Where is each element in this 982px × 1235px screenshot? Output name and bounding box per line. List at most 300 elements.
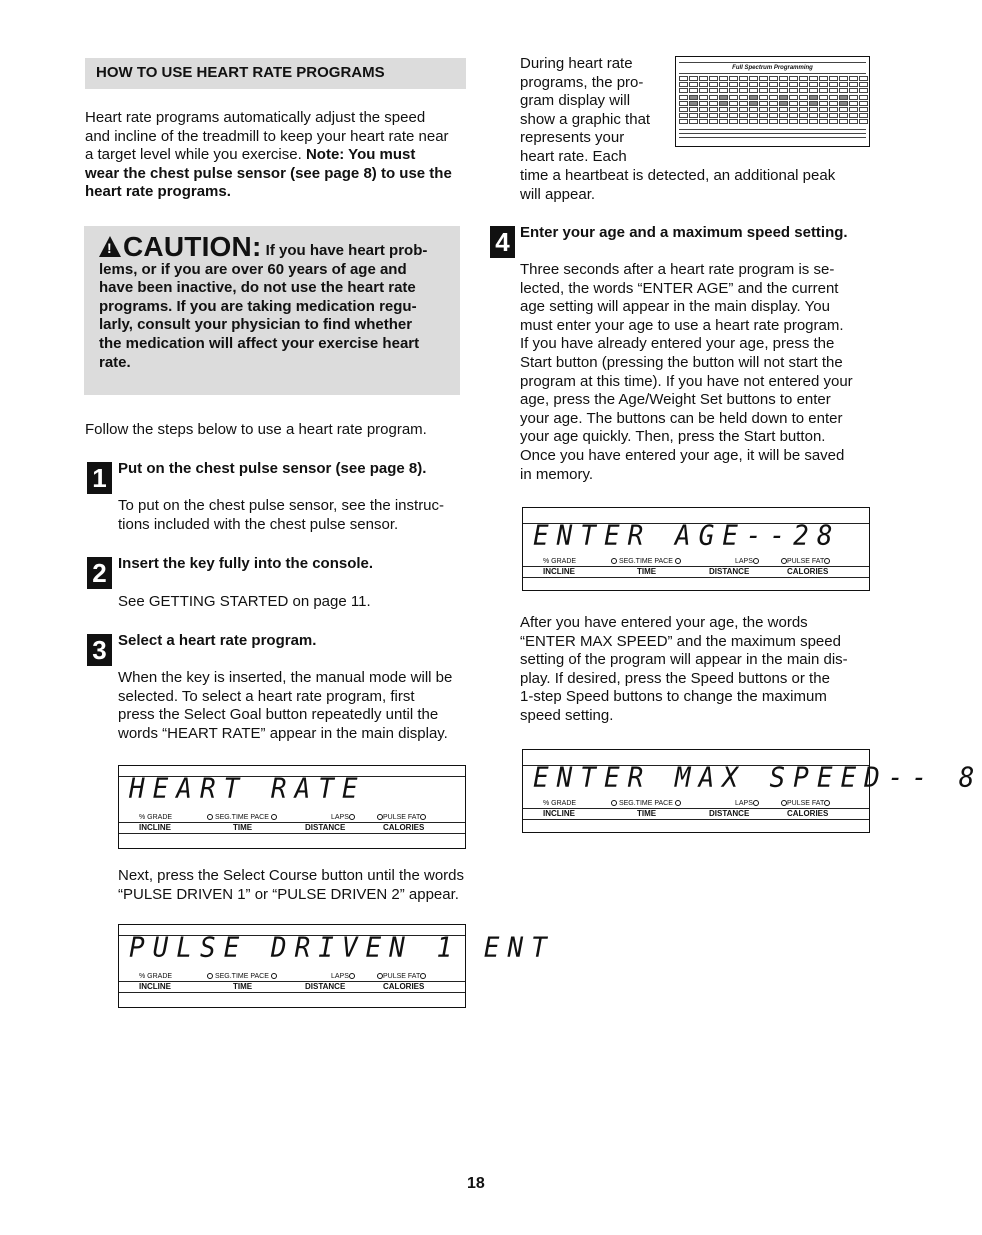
label-text: PULSE FAT (383, 973, 421, 980)
program-grid-cell (749, 95, 758, 100)
label-text: PULSE FAT (383, 814, 421, 821)
program-grid-row (679, 119, 866, 124)
program-grid-cell (699, 113, 708, 118)
step-body-line: 1-step Speed buttons to change the maximum (520, 688, 827, 706)
program-grid-cell (829, 101, 838, 106)
program-grid-cell (779, 95, 788, 100)
program-grid-cell (709, 88, 718, 93)
text-line: gram display will (520, 92, 631, 110)
step-3-after (118, 867, 464, 904)
indicator-icon (271, 814, 277, 820)
program-grid (676, 76, 869, 126)
program-grid-cell (699, 88, 708, 93)
program-grid-cell (719, 107, 728, 112)
label-seg-time-pace (207, 973, 277, 981)
program-grid-cell (689, 119, 698, 124)
label-pulse-fat (781, 558, 830, 566)
program-grid-cell (679, 101, 688, 106)
program-grid-cell (809, 76, 818, 81)
display-text: ENTER MAX SPEED-- 8 (533, 762, 982, 794)
text-line: represents your (520, 129, 625, 147)
label-text: SEG.TIME PACE (214, 973, 269, 980)
program-grid-cell (809, 95, 818, 100)
program-grid-cell (859, 107, 868, 112)
program-grid-cell (749, 113, 758, 118)
label-text: PULSE FAT (787, 800, 825, 807)
program-grid-cell (709, 113, 718, 118)
program-grid-cell (769, 82, 778, 87)
label-text: SEG.TIME PACE (618, 558, 673, 565)
program-grid-cell (689, 82, 698, 87)
program-grid-cell (789, 76, 798, 81)
step-body-line: press the Select Goal button repeatedly until the (118, 706, 439, 724)
step-body-line: Three seconds after a heart rate program is se- (520, 261, 835, 278)
indicator-icon (420, 814, 426, 820)
indicator-icon (753, 800, 759, 806)
text-line: will appear. (520, 185, 596, 203)
step-body-line: Once you have entered your age, it will be saved (520, 446, 845, 464)
program-grid-cell (759, 101, 768, 106)
program-grid-cell (759, 113, 768, 118)
program-grid-cell (719, 101, 728, 106)
indicator-icon (349, 973, 355, 979)
step-body-line: “PULSE DRIVEN 1” or “PULSE DRIVEN 2” appear. (118, 885, 459, 903)
program-grid-cell (719, 82, 728, 87)
step-heading-4: Enter your age and a maximum speed setting. (520, 224, 848, 241)
program-grid-cell (769, 107, 778, 112)
program-grid-cell (809, 113, 818, 118)
display-text: ENTER AGE--28 (533, 520, 841, 552)
step-number-2: 2 (87, 557, 112, 589)
label-seg-time-pace (611, 800, 681, 808)
label-incline: INCLINE (139, 982, 171, 991)
intro-line: wear the chest pulse sensor (see page 8) to use the (85, 164, 452, 182)
program-grid-row (679, 88, 866, 93)
program-grid-row (679, 76, 866, 81)
intro-line: and incline of the treadmill to keep your heart rate near (85, 127, 449, 145)
program-grid-cell (839, 88, 848, 93)
step-body-1 (118, 497, 444, 534)
program-grid-cell (799, 113, 808, 118)
step-body-line: your age quickly. Then, press the Start button. (520, 428, 826, 446)
program-grid-cell (769, 119, 778, 124)
text-line: heart rate. Each (520, 147, 627, 165)
label-distance: DISTANCE (305, 982, 346, 991)
step-body-line: age, press the Age/Weight Set buttons to enter (520, 391, 831, 409)
label-seg-time-pace (611, 558, 681, 566)
program-grid-cell (839, 101, 848, 106)
program-grid-cell (749, 119, 758, 124)
section-title: HOW TO USE HEART RATE PROGRAMS (85, 58, 466, 89)
label-calories: CALORIES (383, 982, 425, 991)
program-grid-cell (679, 76, 688, 81)
label-calories: CALORIES (787, 809, 829, 818)
display-text: HEART RATE (129, 773, 366, 805)
label-calories: CALORIES (787, 567, 829, 576)
label-time: TIME (233, 823, 253, 832)
step-body-line: Next, press the Select Course button until the words (118, 867, 465, 884)
step-body-line: must enter your age to use a heart rate program. (520, 316, 844, 334)
step-body-line: your age. The buttons can be held down to enter (520, 409, 843, 427)
program-grid-cell (709, 119, 718, 124)
program-grid-cell (719, 88, 728, 93)
label-incline: INCLINE (139, 823, 171, 832)
program-grid-cell (739, 88, 748, 93)
label-grade: % GRADE (139, 973, 173, 980)
step-4-after (520, 614, 848, 726)
caution-line (99, 231, 444, 262)
program-grid-cell (859, 101, 868, 106)
program-grid-cell (679, 88, 688, 93)
program-grid-cell (819, 119, 828, 124)
step-body-line: To put on the chest pulse sensor, see the instruc- (118, 497, 445, 514)
program-grid-cell (839, 82, 848, 87)
program-grid-cell (679, 82, 688, 87)
program-grid-cell (819, 113, 828, 118)
indicator-icon (675, 558, 681, 564)
step-heading-1: Put on the chest pulse sensor (see page 8). (118, 460, 427, 477)
caution-line: have been inactive, do not use the heart rate (99, 279, 416, 297)
program-grid-row (679, 82, 866, 87)
label-distance: DISTANCE (305, 823, 346, 832)
label-text: LAPS (331, 814, 349, 821)
program-grid-cell (859, 82, 868, 87)
label-laps (331, 973, 355, 981)
label-pulse-fat (377, 973, 426, 981)
program-grid-cell (719, 113, 728, 118)
indicator-icon (207, 814, 213, 820)
program-grid-cell (829, 119, 838, 124)
step-body-line: Start button (pressing the button will not start the (520, 353, 843, 371)
program-grid-cell (859, 119, 868, 124)
program-grid-cell (839, 95, 848, 100)
program-grid-cell (829, 76, 838, 81)
program-grid-cell (849, 119, 858, 124)
step-body-line: After you have entered your age, the words (520, 614, 808, 631)
step-body-line: “ENTER MAX SPEED” and the maximum speed (520, 632, 841, 650)
step-body-line: words “HEART RATE” appear in the main display. (118, 724, 448, 742)
follow-text: Follow the steps below to use a heart rate program. (85, 421, 427, 438)
program-grid-cell (819, 76, 828, 81)
program-grid-cell (799, 88, 808, 93)
step-body-line: When the key is inserted, the manual mode will be (118, 669, 453, 686)
program-grid-cell (679, 95, 688, 100)
indicator-icon (207, 973, 213, 979)
step-body-line: in memory. (520, 465, 594, 483)
program-grid-cell (799, 82, 808, 87)
program-grid-cell (699, 101, 708, 106)
program-grid-cell (699, 95, 708, 100)
program-grid-cell (829, 88, 838, 93)
program-grid-row (679, 107, 866, 112)
step-body-4 (520, 261, 853, 484)
caution-line: programs. If you are taking medication regu- (99, 297, 417, 315)
program-grid-cell (729, 76, 738, 81)
console-display-enter-age (522, 507, 870, 591)
text-line: During heart rate (520, 55, 633, 72)
indicator-icon (271, 973, 277, 979)
step-number-3: 3 (87, 634, 112, 666)
label-grade: % GRADE (543, 800, 577, 807)
program-grid-cell (759, 107, 768, 112)
program-grid-cell (699, 82, 708, 87)
program-grid-cell (849, 101, 858, 106)
label-text: LAPS (331, 973, 349, 980)
program-grid-cell (819, 82, 828, 87)
program-grid-cell (729, 119, 738, 124)
program-grid-cell (809, 88, 818, 93)
program-grid-cell (789, 119, 798, 124)
program-grid-cell (719, 76, 728, 81)
program-grid-cell (819, 95, 828, 100)
step-body-line: age setting will appear in the main display. You (520, 298, 830, 316)
program-grid-cell (819, 101, 828, 106)
program-grid-cell (739, 101, 748, 106)
program-display-graphic (675, 56, 870, 147)
program-grid-cell (689, 95, 698, 100)
console-display-pulse-driven (118, 924, 555, 1008)
label-laps (331, 814, 355, 822)
intro-note-bold: Note: You must (305, 146, 416, 164)
program-grid-cell (709, 76, 718, 81)
indicator-icon (611, 558, 617, 564)
program-grid-row (679, 95, 866, 100)
heartbeat-text-wide (520, 167, 835, 204)
program-grid-cell (769, 113, 778, 118)
program-grid-cell (799, 119, 808, 124)
program-grid-cell (829, 95, 838, 100)
caution-text: If you have heart prob- (265, 242, 428, 259)
program-grid-cell (809, 101, 818, 106)
program-grid-cell (819, 107, 828, 112)
program-grid-cell (679, 107, 688, 112)
label-pulse-fat (781, 800, 830, 808)
program-grid-cell (729, 101, 738, 106)
warning-icon (99, 236, 121, 257)
program-grid-cell (699, 107, 708, 112)
step-heading-2: Insert the key fully into the console. (118, 555, 374, 572)
program-grid-cell (779, 119, 788, 124)
program-grid-cell (689, 88, 698, 93)
program-grid-cell (709, 95, 718, 100)
program-grid-cell (759, 119, 768, 124)
program-grid-cell (769, 76, 778, 81)
program-grid-cell (739, 95, 748, 100)
caution-line: lems, or if you are over 60 years of age and (99, 260, 407, 278)
caution-title: CAUTION: (123, 231, 262, 262)
program-grid-cell (779, 113, 788, 118)
program-grid-cell (809, 82, 818, 87)
program-grid-cell (769, 88, 778, 93)
label-text: SEG.TIME PACE (214, 814, 269, 821)
program-grid-cell (859, 88, 868, 93)
text-line: programs, the pro- (520, 73, 644, 91)
program-grid-cell (779, 82, 788, 87)
program-grid-cell (789, 82, 798, 87)
program-grid-cell (749, 101, 758, 106)
program-grid-cell (849, 88, 858, 93)
program-grid-cell (859, 95, 868, 100)
program-grid-cell (769, 95, 778, 100)
label-distance: DISTANCE (709, 809, 750, 818)
indicator-icon (349, 814, 355, 820)
program-grid-cell (729, 82, 738, 87)
step-body-line: play. If desired, press the Speed buttons or the (520, 669, 830, 687)
step-body-line: setting of the program will appear in the main dis- (520, 651, 848, 669)
program-grid-cell (689, 76, 698, 81)
program-grid-cell (789, 101, 798, 106)
heartbeat-text-narrow (520, 55, 650, 167)
program-grid-cell (729, 88, 738, 93)
indicator-icon (824, 800, 830, 806)
program-grid-cell (709, 107, 718, 112)
program-grid-cell (839, 76, 848, 81)
program-grid-cell (739, 76, 748, 81)
program-grid-cell (789, 95, 798, 100)
program-grid-cell (849, 113, 858, 118)
program-grid-cell (679, 119, 688, 124)
caution-line: rate. (99, 353, 131, 371)
program-grid-cell (749, 107, 758, 112)
program-grid-cell (839, 113, 848, 118)
program-grid-cell (829, 107, 838, 112)
program-grid-cell (729, 113, 738, 118)
program-grid-row (679, 113, 866, 118)
program-grid-cell (729, 95, 738, 100)
program-grid-cell (749, 82, 758, 87)
program-grid-cell (849, 76, 858, 81)
program-grid-cell (759, 95, 768, 100)
program-grid-cell (859, 113, 868, 118)
label-time: TIME (637, 567, 657, 576)
program-grid-cell (699, 119, 708, 124)
program-grid-cell (689, 113, 698, 118)
caution-line: the medication will affect your exercise heart (99, 334, 420, 352)
label-pulse-fat (377, 814, 426, 822)
program-grid-cell (789, 107, 798, 112)
step-number-4: 4 (490, 226, 515, 258)
program-grid-cell (739, 119, 748, 124)
program-grid-cell (779, 76, 788, 81)
program-grid-cell (799, 76, 808, 81)
program-grid-cell (689, 101, 698, 106)
program-grid-cell (789, 88, 798, 93)
label-calories: CALORIES (383, 823, 425, 832)
step-body-line: lected, the words “ENTER AGE” and the current (520, 279, 839, 297)
label-laps (735, 800, 759, 808)
intro-line: Heart rate programs automatically adjust the speed (85, 109, 426, 126)
text-line: show a graphic that (520, 110, 651, 128)
step-body-line: program at this time). If you have not entered your (520, 372, 853, 390)
program-grid-cell (839, 119, 848, 124)
program-display-label: Full Spectrum Programming (732, 65, 813, 71)
intro-line: heart rate programs. (85, 183, 231, 201)
program-grid-cell (739, 113, 748, 118)
caution-line: larly, consult your physician to find whether (99, 316, 413, 334)
indicator-icon (611, 800, 617, 806)
label-text: PULSE FAT (787, 558, 825, 565)
program-grid-cell (749, 76, 758, 81)
program-grid-cell (779, 101, 788, 106)
program-grid-cell (709, 101, 718, 106)
label-laps (735, 558, 759, 566)
program-grid-cell (739, 107, 748, 112)
intro-paragraph (85, 109, 470, 202)
label-text: SEG.TIME PACE (618, 800, 673, 807)
step-body-line: speed setting. (520, 706, 614, 724)
program-grid-cell (699, 76, 708, 81)
intro-line-plain: a target level while you exercise. (85, 146, 306, 164)
console-display-heart-rate (118, 765, 466, 849)
console-display-enter-max-speed (522, 749, 982, 833)
program-grid-cell (689, 107, 698, 112)
program-grid-cell (679, 113, 688, 118)
program-grid-cell (799, 95, 808, 100)
program-grid-cell (779, 88, 788, 93)
program-grid-cell (829, 82, 838, 87)
program-grid-cell (799, 107, 808, 112)
program-grid-cell (719, 95, 728, 100)
label-distance: DISTANCE (709, 567, 750, 576)
program-grid-cell (849, 95, 858, 100)
program-grid-row (679, 101, 866, 106)
program-grid-cell (809, 107, 818, 112)
label-grade: % GRADE (543, 558, 577, 565)
step-heading-3: Select a heart rate program. (118, 632, 317, 649)
step-body-line: selected. To select a heart rate program, first (118, 687, 415, 705)
label-incline: INCLINE (543, 567, 575, 576)
program-grid-cell (749, 88, 758, 93)
program-grid-cell (769, 101, 778, 106)
step-body-3 (118, 669, 452, 743)
program-grid-cell (849, 82, 858, 87)
program-grid-cell (709, 82, 718, 87)
program-grid-cell (739, 82, 748, 87)
label-time: TIME (233, 982, 253, 991)
program-grid-cell (759, 88, 768, 93)
indicator-icon (675, 800, 681, 806)
program-grid-cell (819, 88, 828, 93)
label-text: LAPS (735, 800, 753, 807)
label-time: TIME (637, 809, 657, 818)
program-grid-cell (789, 113, 798, 118)
label-grade: % GRADE (139, 814, 173, 821)
program-grid-cell (759, 82, 768, 87)
label-incline: INCLINE (543, 809, 575, 818)
step-body-line: tions included with the chest pulse sensor. (118, 515, 399, 533)
program-grid-cell (829, 113, 838, 118)
display-text: PULSE DRIVEN 1 ENT (129, 932, 555, 964)
program-grid-cell (859, 76, 868, 81)
indicator-icon (420, 973, 426, 979)
program-grid-cell (729, 107, 738, 112)
text-line: time a heartbeat is detected, an additional peak (520, 167, 836, 184)
program-grid-cell (799, 101, 808, 106)
program-grid-cell (839, 107, 848, 112)
program-grid-cell (779, 107, 788, 112)
step-body-line: If you have already entered your age, press the (520, 335, 835, 353)
page-number: 18 (467, 1175, 485, 1192)
program-grid-cell (849, 107, 858, 112)
program-grid-cell (719, 119, 728, 124)
step-body-2: See GETTING STARTED on page 11. (118, 593, 371, 610)
indicator-icon (753, 558, 759, 564)
indicator-icon (824, 558, 830, 564)
caution-box (84, 226, 460, 395)
label-text: LAPS (735, 558, 753, 565)
intro-line (85, 146, 470, 165)
step-number-1: 1 (87, 462, 112, 494)
